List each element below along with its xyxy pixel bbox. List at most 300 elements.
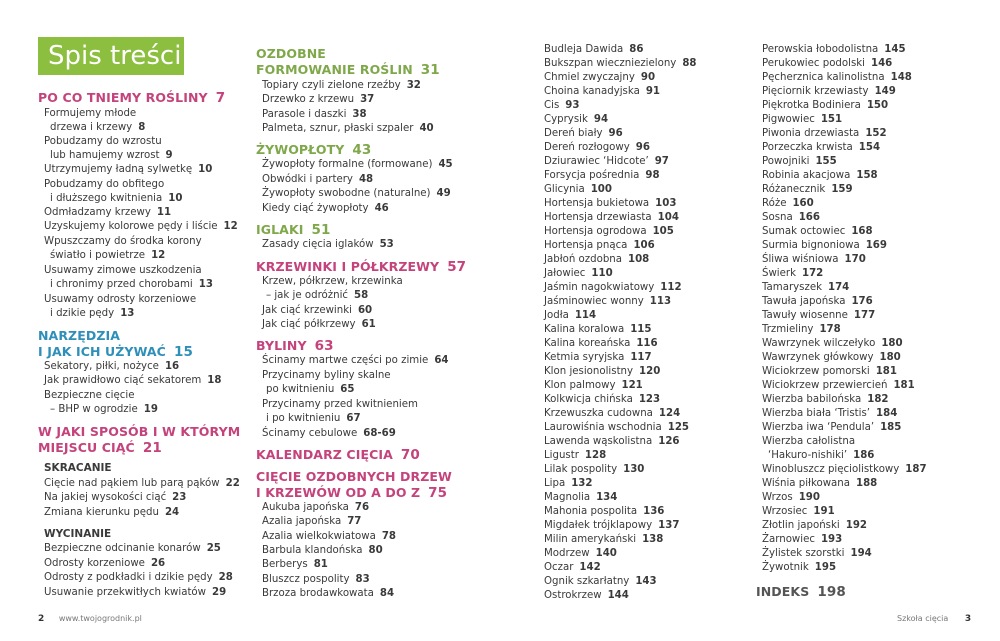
toc-entry-title: BYLINY [256, 338, 307, 353]
toc-entry-title: Barbula klandońska [262, 545, 363, 556]
toc-page-number: 53 [379, 239, 394, 250]
toc-page-number: 193 [820, 534, 843, 545]
toc-entry[interactable] [544, 198, 676, 209]
toc-entry-title: Bluszcz pospolity [262, 574, 350, 585]
toc-entry[interactable] [44, 265, 202, 276]
toc-entry-title: Surmia bignoniowa [762, 240, 860, 251]
toc-entry-title: Hortensja drzewiasta [544, 212, 652, 223]
toc-page-number: 113 [649, 296, 672, 307]
toc-entry-title: Ostrokrzew [544, 590, 602, 601]
toc-entry[interactable] [262, 159, 453, 170]
toc-entry-title: Perukowiec podolski [762, 58, 865, 69]
toc-page-number: 115 [630, 324, 652, 335]
toc-entry-title: ‘Hakuro-nishiki’ [768, 450, 848, 461]
toc-entry[interactable] [44, 236, 202, 247]
toc-entry-title: po kwitnieniu [266, 384, 335, 395]
toc-entry[interactable] [762, 394, 889, 405]
toc-entry[interactable] [262, 574, 370, 585]
toc-entry[interactable] [44, 492, 186, 503]
toc-entry[interactable] [44, 558, 165, 569]
toc-entry-title: MIEJSCU CIĄĆ [38, 440, 135, 455]
toc-page-number: 140 [595, 548, 617, 559]
toc-entry[interactable] [544, 576, 657, 587]
toc-entry-title: Pięciornik krzewiasty [762, 86, 869, 97]
toc-entry[interactable] [544, 352, 652, 363]
toc-entry[interactable] [544, 128, 623, 139]
toc-entry-title: Porzeczka krwista [762, 142, 853, 153]
toc-page-number: 29 [212, 587, 227, 598]
toc-page-number: 78 [381, 531, 397, 542]
right-page-number: 3 [964, 614, 972, 624]
toc-entry-title: i dłuższego kwitnienia [50, 193, 163, 204]
toc-page-number: 154 [858, 142, 881, 153]
toc-entry-title: Palmeta, sznur, płaski szpaler [262, 123, 414, 134]
toc-entry[interactable] [262, 531, 396, 542]
toc-entry[interactable] [262, 428, 396, 439]
toc-entry-title: Na jakiej wysokości ciąć [44, 492, 167, 503]
toc-page-number: 76 [354, 502, 370, 513]
toc-entry[interactable] [544, 520, 679, 531]
toc-page-number: 68-69 [363, 428, 396, 439]
toc-entry-title: Wawrzynek główkowy [762, 352, 874, 363]
toc-entry-title: Wiciokrzew przewiercień [762, 380, 888, 391]
toc-entry-title: Klon jesionolistny [544, 366, 634, 377]
toc-entry-title: Wierzba babilońska [762, 394, 862, 405]
toc-entry-title: – BHP w ogrodzie [50, 404, 138, 415]
toc-entry-title: FORMOWANIE ROŚLIN [256, 62, 413, 77]
toc-heading[interactable] [44, 462, 112, 474]
toc-entry-title: Oczar [544, 562, 574, 573]
toc-entry-title: Przycinamy przed kwitnieniem [262, 399, 418, 410]
toc-entry[interactable] [262, 305, 372, 316]
toc-page-number: 22 [225, 478, 240, 489]
toc-entry[interactable] [544, 366, 660, 377]
toc-entry[interactable] [544, 156, 669, 167]
toc-entry-title: Perowskia łobodolistna [762, 44, 879, 55]
toc-entry[interactable] [544, 58, 697, 69]
toc-heading[interactable] [256, 447, 420, 463]
toc-entry[interactable] [262, 174, 373, 185]
toc-page-number: 12 [223, 221, 238, 232]
toc-entry[interactable] [762, 548, 872, 559]
toc-entry-title: Lawenda wąskolistna [544, 436, 653, 447]
toc-page-number: 186 [853, 450, 875, 461]
toc-entry-title: IGLAKI [256, 222, 304, 237]
toc-entry[interactable] [544, 422, 689, 433]
toc-entry[interactable] [762, 534, 842, 545]
toc-page-number: 168 [851, 226, 873, 237]
toc-page-number: 13 [120, 308, 135, 319]
toc-entry-title: Cyprysik [544, 114, 588, 125]
toc-entry[interactable] [44, 478, 240, 489]
toc-entry[interactable] [544, 212, 679, 223]
toc-entry-title: CIĘCIE OZDOBNYCH DRZEW [256, 469, 452, 484]
toc-page-number: 28 [218, 572, 233, 583]
toc-entry-title: Cięcie nad pąkiem lub parą pąków [44, 478, 220, 489]
toc-entry[interactable] [762, 310, 875, 321]
toc-page-number: 105 [652, 226, 674, 237]
toc-entry[interactable] [262, 545, 383, 556]
toc-heading[interactable] [38, 90, 225, 106]
toc-page-number: 10 [198, 164, 213, 175]
toc-entry[interactable] [762, 464, 927, 475]
toc-entry[interactable] [50, 150, 173, 161]
toc-entry-title: Utrzymujemy ładną sylwetkę [44, 164, 193, 175]
toc-entry[interactable] [262, 559, 328, 570]
toc-entry-title: Aukuba japońska [262, 502, 349, 513]
toc-entry-title: Jałowiec [544, 268, 586, 279]
toc-entry[interactable] [544, 240, 655, 251]
toc-page-number: 148 [890, 72, 912, 83]
toc-entry[interactable] [762, 114, 842, 125]
toc-heading[interactable] [38, 424, 240, 439]
toc-entry[interactable] [544, 380, 643, 391]
toc-entry[interactable] [762, 198, 814, 209]
toc-entry-title: Jak ciąć krzewinki [262, 305, 352, 316]
toc-entry-title: Kalina koreańska [544, 338, 631, 349]
toc-entry[interactable] [544, 492, 617, 503]
toc-page-number: 106 [633, 240, 655, 251]
toc-entry[interactable] [768, 450, 874, 461]
toc-page-number: 130 [623, 464, 645, 475]
toc-entry[interactable] [262, 516, 361, 527]
toc-heading[interactable] [256, 485, 447, 501]
toc-entry-title: Choina kanadyjska [544, 86, 640, 97]
toc-entry[interactable] [262, 123, 434, 134]
toc-page-number: 142 [579, 562, 601, 573]
toc-entry-title: Ścinamy cebulowe [262, 428, 358, 439]
toc-page-number: 160 [792, 198, 814, 209]
toc-entry-title: Róże [762, 198, 787, 209]
toc-heading[interactable] [256, 338, 334, 354]
toc-page-number: 144 [607, 590, 629, 601]
toc-page-number: 19 [143, 404, 158, 415]
toc-entry[interactable] [262, 239, 394, 250]
toc-entry[interactable] [544, 254, 649, 265]
toc-entry[interactable] [544, 436, 680, 447]
toc-entry[interactable] [544, 86, 660, 97]
toc-page-number: 60 [357, 305, 373, 316]
toc-entry[interactable] [762, 170, 878, 181]
toc-entry[interactable] [762, 100, 888, 111]
toc-entry-title: Tamaryszek [762, 282, 822, 293]
toc-entry[interactable] [544, 72, 655, 83]
toc-entry-title: Modrzew [544, 548, 590, 559]
toc-entry-title: światło i powietrze [50, 250, 146, 261]
toc-entry[interactable] [544, 562, 601, 573]
toc-page-number: 51 [311, 222, 331, 238]
toc-entry[interactable] [762, 128, 887, 139]
toc-entry[interactable] [544, 114, 608, 125]
toc-entry-title: Wpuszczamy do środka korony [44, 236, 202, 247]
toc-heading[interactable] [44, 528, 111, 540]
toc-page-number: 176 [851, 296, 873, 307]
toc-entry[interactable] [762, 254, 866, 265]
toc-page-number: 26 [150, 558, 166, 569]
toc-entry[interactable] [44, 572, 233, 583]
toc-page-number: 149 [874, 86, 896, 97]
toc-heading[interactable] [256, 259, 466, 275]
toc-page-number: 31 [420, 62, 440, 78]
toc-entry[interactable] [44, 294, 196, 305]
toc-page-number: 10 [168, 193, 183, 204]
toc-entry[interactable] [762, 520, 867, 531]
toc-entry[interactable] [44, 543, 221, 554]
toc-entry[interactable] [266, 413, 361, 424]
toc-entry[interactable] [44, 375, 221, 386]
footer-book-title: Szkoła cięcia [897, 614, 949, 623]
toc-entry[interactable] [762, 156, 837, 167]
toc-entry[interactable] [762, 436, 855, 447]
toc-entry[interactable] [44, 507, 179, 518]
toc-page-number: 90 [640, 72, 656, 83]
toc-entry-title: Winobluszcz pięciolistkowy [762, 464, 900, 475]
toc-entry-title: Jaśmin nagokwiatowy [544, 282, 655, 293]
toc-entry[interactable] [762, 352, 901, 363]
toc-entry[interactable] [262, 94, 374, 105]
toc-heading[interactable] [38, 344, 193, 360]
toc-page-number: 84 [379, 588, 395, 599]
toc-entry-title: Mahonia pospolita [544, 506, 638, 517]
toc-entry[interactable] [762, 562, 836, 573]
toc-entry[interactable] [762, 296, 873, 307]
left-page-number: 2 [38, 614, 45, 624]
toc-entry-title: INDEKS [756, 584, 810, 599]
toc-entry[interactable] [50, 308, 134, 319]
toc-page-number: 117 [630, 352, 652, 363]
toc-page-number: 98 [645, 170, 660, 181]
toc-heading[interactable] [38, 440, 162, 456]
toc-heading[interactable] [756, 584, 846, 600]
toc-entry[interactable] [762, 226, 873, 237]
toc-entry-title: Przycinamy byliny skalne [262, 370, 391, 381]
toc-entry-title: Żylistek szorstki [762, 548, 845, 559]
toc-entry[interactable] [762, 212, 820, 223]
toc-entry[interactable] [544, 590, 629, 601]
toc-entry[interactable] [544, 310, 596, 321]
toc-entry-title: Magnolia [544, 492, 591, 503]
toc-entry[interactable] [544, 548, 617, 559]
toc-entry[interactable] [50, 250, 165, 261]
toc-entry-title: Żywopłoty swobodne (naturalne) [262, 188, 431, 199]
toc-entry[interactable] [762, 86, 896, 97]
toc-entry-title: Śliwa wiśniowa [762, 254, 839, 265]
toc-entry-title: Sumak octowiec [762, 226, 846, 237]
toc-entry[interactable] [544, 184, 612, 195]
toc-entry-title: Usuwamy odrosty korzeniowe [44, 294, 197, 305]
toc-page-number: 80 [368, 545, 383, 556]
toc-entry-title: Hortensja bukietowa [544, 198, 650, 209]
toc-entry[interactable] [544, 44, 643, 55]
toc-entry-title: Berberys [262, 559, 308, 570]
toc-entry-title: – jak je odróżnić [266, 290, 349, 301]
toc-entry-title: Wierzba całolistna [762, 436, 856, 447]
toc-entry-title: drzewa i krzewy [50, 122, 133, 133]
toc-entry-title: Żarnowiec [762, 534, 815, 545]
toc-page-number: 126 [658, 436, 680, 447]
toc-page-number: 40 [419, 123, 434, 134]
toc-entry[interactable] [762, 492, 820, 503]
toc-entry[interactable] [762, 44, 906, 55]
toc-entry[interactable] [44, 164, 212, 175]
toc-entry-title: Ognik szkarłatny [544, 576, 630, 587]
toc-page-number: 151 [820, 114, 843, 125]
toc-entry[interactable] [262, 588, 394, 599]
toc-entry-title: Pobudzamy do wzrostu [44, 136, 162, 147]
toc-entry[interactable] [544, 100, 579, 111]
toc-entry[interactable] [544, 324, 651, 335]
toc-entry[interactable] [544, 394, 660, 405]
toc-entry[interactable] [544, 408, 680, 419]
toc-page-number: 145 [884, 44, 906, 55]
toc-entry-title: Świerk [762, 268, 796, 279]
toc-entry[interactable] [762, 506, 835, 517]
toc-entry-title: I KRZEWÓW OD A DO Z [256, 485, 421, 500]
toc-entry[interactable] [44, 108, 136, 119]
toc-page-number: 61 [361, 319, 376, 330]
toc-entry[interactable] [44, 221, 238, 232]
toc-entry[interactable] [50, 122, 145, 133]
toc-entry[interactable] [544, 226, 674, 237]
toc-entry-title: Odrosty korzeniowe [44, 558, 145, 569]
toc-entry-title: Laurowiśnia wschodnia [544, 422, 662, 433]
toc-entry-title: Hortensja ogrodowa [544, 226, 647, 237]
toc-entry[interactable] [262, 109, 367, 120]
toc-entry[interactable] [762, 72, 912, 83]
toc-heading[interactable] [256, 62, 440, 78]
toc-page-number: 57 [447, 259, 467, 275]
toc-entry[interactable] [762, 268, 823, 279]
toc-page-number: 169 [865, 240, 887, 251]
toc-entry-title: Pęcherznica kalinolistna [762, 72, 885, 83]
toc-entry[interactable] [544, 268, 613, 279]
toc-page-number: 12 [151, 250, 166, 261]
toc-entry[interactable] [50, 193, 182, 204]
toc-entry[interactable] [544, 170, 660, 181]
toc-page-number: 194 [850, 548, 872, 559]
toc-entry[interactable] [44, 207, 171, 218]
toc-page-number: 195 [814, 562, 837, 573]
page-title: Spis treści [38, 37, 184, 75]
toc-entry[interactable] [544, 478, 592, 489]
toc-entry-title: Robinia akacjowa [762, 170, 851, 181]
toc-page-number: 166 [798, 212, 820, 223]
toc-entry-title: Lilak pospolity [544, 464, 618, 475]
toc-entry[interactable] [262, 370, 391, 381]
toc-entry[interactable] [262, 319, 376, 330]
toc-entry[interactable] [762, 338, 903, 349]
toc-entry[interactable] [262, 276, 403, 287]
toc-entry[interactable] [44, 136, 162, 147]
toc-entry-title: NARZĘDZIA [38, 328, 121, 343]
toc-page-number: 155 [815, 156, 837, 167]
toc-entry-title: Żywotnik [762, 562, 809, 573]
toc-entry-title: Budleja Dawida [544, 44, 624, 55]
toc-entry[interactable] [262, 203, 389, 214]
toc-entry[interactable] [266, 290, 368, 301]
toc-entry[interactable] [762, 366, 897, 377]
toc-entry[interactable] [50, 404, 158, 415]
toc-entry[interactable] [262, 355, 449, 366]
toc-entry-title: Jabłoń ozdobna [544, 254, 622, 265]
toc-entry-title: Trzmieliny [762, 324, 814, 335]
toc-page-number: 146 [871, 58, 893, 69]
toc-page-number: 94 [593, 114, 609, 125]
toc-entry[interactable] [544, 450, 606, 461]
footer-website[interactable]: www.twojogrodnik.pl [58, 614, 142, 623]
toc-page-number: 15 [173, 344, 193, 360]
toc-entry-title: Dereń rozłogowy [544, 142, 630, 153]
toc-entry[interactable] [544, 142, 650, 153]
toc-entry[interactable] [762, 380, 915, 391]
toc-entry-title: Złotlin japoński [762, 520, 840, 531]
toc-entry[interactable] [262, 502, 369, 513]
toc-entry[interactable] [544, 296, 671, 307]
toc-page-number: 136 [643, 506, 665, 517]
toc-page-number: 100 [590, 184, 612, 195]
toc-entry[interactable] [44, 587, 226, 598]
toc-entry[interactable] [544, 534, 663, 545]
toc-entry-title: i po kwitnieniu [266, 413, 341, 424]
toc-heading[interactable] [256, 469, 452, 484]
toc-page-number: 23 [172, 492, 187, 503]
toc-entry-title: Dereń biały [544, 128, 603, 139]
toc-heading[interactable] [256, 142, 371, 158]
toc-entry[interactable] [762, 422, 901, 433]
toc-entry[interactable] [44, 361, 179, 372]
toc-entry[interactable] [262, 80, 421, 91]
toc-entry[interactable] [762, 142, 880, 153]
toc-heading[interactable] [256, 46, 326, 61]
toc-page-number: 180 [879, 352, 901, 363]
toc-entry[interactable] [762, 478, 877, 489]
toc-page-number: 182 [867, 394, 889, 405]
toc-entry-title: Wierzba iwa ‘Pendula’ [762, 422, 875, 433]
toc-entry[interactable] [262, 399, 418, 410]
toc-entry-title: Bukszpan wieczniezielony [544, 58, 677, 69]
toc-entry[interactable] [544, 506, 664, 517]
toc-page-number: 192 [845, 520, 867, 531]
toc-heading[interactable] [256, 222, 331, 238]
toc-page-number: 96 [608, 128, 623, 139]
toc-entry[interactable] [762, 282, 849, 293]
toc-entry[interactable] [762, 408, 897, 419]
toc-entry[interactable] [762, 240, 887, 251]
toc-entry-title: KALENDARZ CIĘCIA [256, 447, 393, 462]
toc-entry[interactable] [266, 384, 354, 395]
toc-entry-title: Usuwamy zimowe uszkodzenia [44, 265, 202, 276]
toc-entry[interactable] [544, 282, 682, 293]
toc-entry[interactable] [762, 184, 853, 195]
toc-entry[interactable] [262, 188, 451, 199]
toc-entry[interactable] [44, 390, 134, 401]
toc-entry-title: Pobudzamy do obfitego [44, 179, 165, 190]
toc-entry-title: Brzoza brodawkowata [262, 588, 374, 599]
toc-heading[interactable] [38, 328, 120, 343]
toc-entry[interactable] [44, 179, 164, 190]
toc-page-number: 8 [138, 122, 146, 133]
toc-entry[interactable] [762, 58, 892, 69]
toc-entry[interactable] [50, 279, 213, 290]
toc-entry-title: Uzyskujemy kolorowe pędy i liście [44, 221, 218, 232]
toc-entry[interactable] [544, 338, 658, 349]
toc-entry-title: Parasole i daszki [262, 109, 347, 120]
toc-entry[interactable] [544, 464, 644, 475]
toc-page-number: 21 [142, 440, 162, 456]
toc-entry[interactable] [762, 324, 841, 335]
toc-entry-title: Azalia japońska [262, 516, 342, 527]
toc-page-number: 7 [215, 90, 226, 106]
